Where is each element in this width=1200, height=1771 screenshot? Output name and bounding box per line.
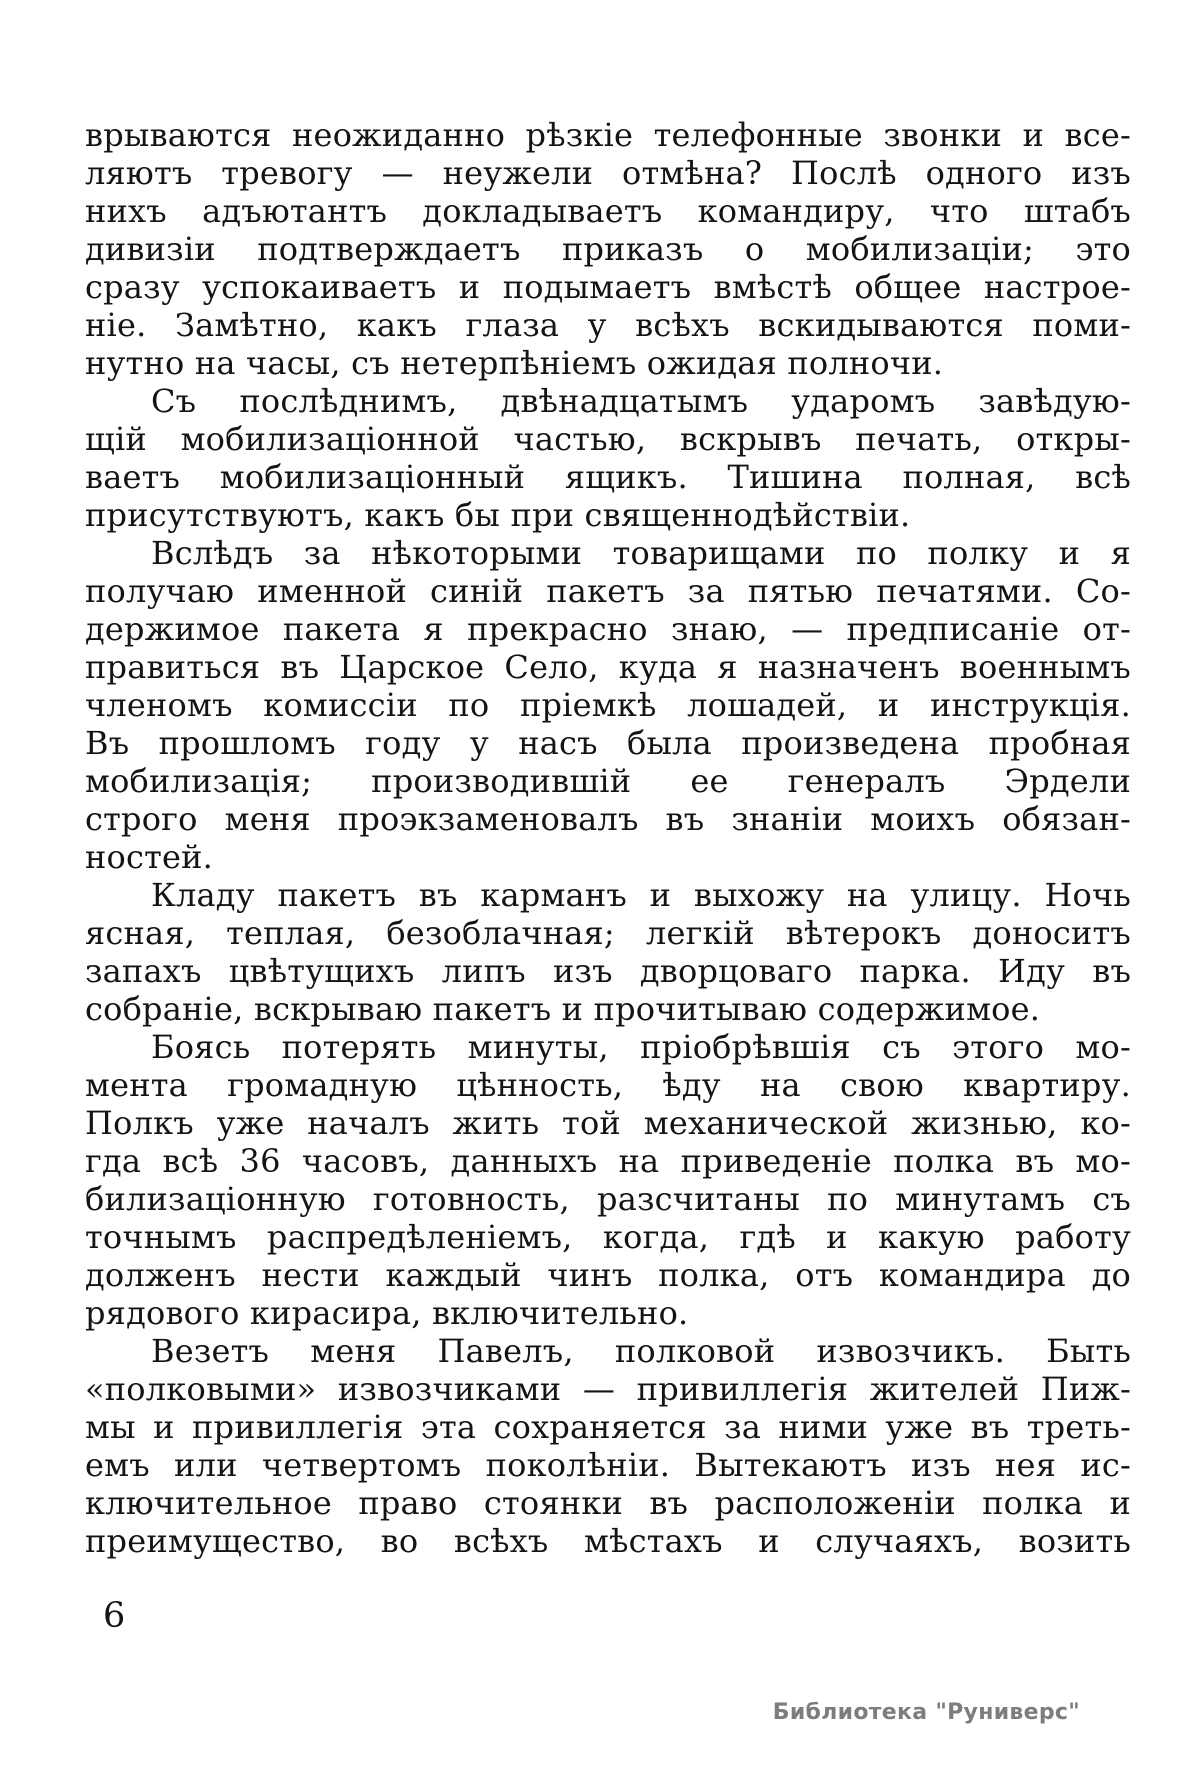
text-line: членомъ комиссіи по пріемкѣ лошадей, и инструкція. — [85, 686, 1131, 724]
text-line: билизаціонную готовность, разсчитаны по минутамъ съ — [85, 1180, 1131, 1218]
text-line: нутно на часы, съ нетерпѣніемъ ожидая полночи. — [85, 344, 944, 382]
text-line: долженъ нести каждый чинъ полка, отъ командира до — [85, 1256, 1131, 1294]
text-line: строго меня проэкзаменовалъ въ знаніи моихъ обязан- — [85, 800, 1131, 838]
text-line: дивизіи подтверждаетъ приказъ о мобилизаціи; это — [85, 230, 1131, 268]
text-line: ключительное право стоянки въ расположеніи полка и — [85, 1484, 1131, 1522]
text-line: рядового кирасира, включительно. — [85, 1294, 689, 1332]
text-line: Боясь потерять минуты, пріобрѣвшія съ этого мо- — [151, 1028, 1131, 1066]
paragraph — [85, 116, 1131, 382]
text-line: держимое пакета я прекрасно знаю, — предписаніе от- — [85, 610, 1131, 648]
text-line: ностей. — [85, 838, 214, 876]
text-line: сразу успокаиваетъ и подымаетъ вмѣстѣ общее настрое- — [85, 268, 1131, 306]
paragraph — [85, 534, 1131, 876]
text-line: гда всѣ 36 часовъ, данныхъ на приведеніе полка въ мо- — [85, 1142, 1131, 1180]
paragraph — [85, 1332, 1131, 1560]
text-line: преимущество, во всѣхъ мѣстахъ и случаяхъ, возить — [85, 1522, 1131, 1560]
page-number: 6 — [103, 1596, 126, 1636]
text-line: мы и привиллегія эта сохраняется за ними уже въ треть- — [85, 1408, 1131, 1446]
text-line: ясная, теплая, безоблачная; легкій вѣтерокъ доноситъ — [85, 914, 1131, 952]
body-text — [85, 116, 1131, 1560]
text-line: врываются неожиданно рѣзкіе телефонные звонки и все- — [85, 116, 1131, 154]
text-line: ваетъ мобилизаціонный ящикъ. Тишина полная, всѣ — [85, 458, 1131, 496]
paragraph — [85, 876, 1131, 1028]
text-line: Въ прошломъ году у насъ была произведена пробная — [85, 724, 1131, 762]
text-line: точнымъ распредѣленіемъ, когда, гдѣ и какую работу — [85, 1218, 1131, 1256]
text-line: Полкъ уже началъ жить той механической жизнью, ко- — [85, 1104, 1131, 1142]
text-line: правиться въ Царское Село, куда я назначенъ военнымъ — [85, 648, 1131, 686]
watermark-text: Библиотека "Руниверс" — [772, 1700, 1080, 1725]
text-line: ніе. Замѣтно, какъ глаза у всѣхъ вскидываются поми- — [85, 306, 1131, 344]
text-line: емъ или четвертомъ поколѣніи. Вытекаютъ изъ нея ис- — [85, 1446, 1131, 1484]
text-line: Съ послѣднимъ, двѣнадцатымъ ударомъ завѣдую- — [151, 382, 1131, 420]
text-line: Кладу пакетъ въ карманъ и выхожу на улицу. Ночь — [151, 876, 1131, 914]
text-line: получаю именной синій пакетъ за пятью печатями. Со- — [85, 572, 1131, 610]
text-line: собраніе, вскрываю пакетъ и прочитываю содержимое. — [85, 990, 1041, 1028]
paragraph — [85, 382, 1131, 534]
text-line: «полковыми» извозчиками — привиллегія жителей Пиж- — [85, 1370, 1131, 1408]
text-line: мента громадную цѣнность, ѣду на свою квартиру. — [85, 1066, 1131, 1104]
text-line: ляютъ тревогу — неужели отмѣна? Послѣ одного изъ — [85, 154, 1131, 192]
text-line: нихъ адъютантъ докладываетъ командиру, что штабъ — [85, 192, 1131, 230]
text-line: мобилизація; производившій ее генералъ Эрдели — [85, 762, 1131, 800]
text-line: щій мобилизаціонной частью, вскрывъ печать, откры- — [85, 420, 1131, 458]
text-line: присутствуютъ, какъ бы при священнодѣйствіи. — [85, 496, 911, 534]
text-line: запахъ цвѣтущихъ липъ изъ дворцоваго парка. Иду въ — [85, 952, 1131, 990]
text-line: Везетъ меня Павелъ, полковой извозчикъ. Быть — [151, 1332, 1131, 1370]
text-line: Вслѣдъ за нѣкоторыми товарищами по полку и я — [151, 534, 1131, 572]
paragraph — [85, 1028, 1131, 1332]
